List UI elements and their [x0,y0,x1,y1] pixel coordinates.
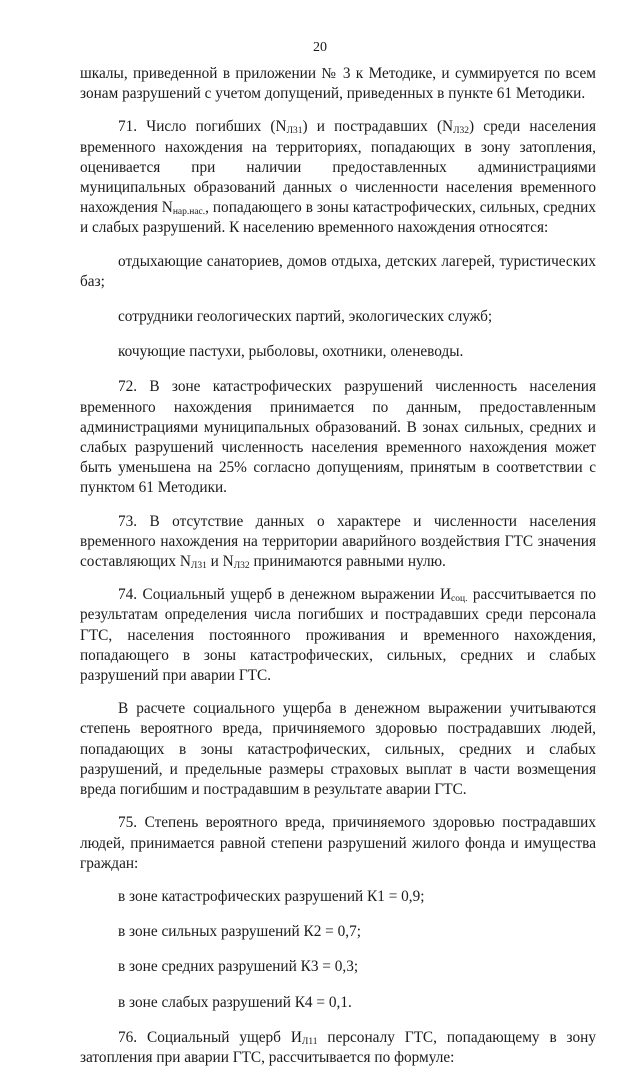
coefficient-k2: в зоне сильных разрушений К2 = 0,7; [118,923,361,941]
list-item-nomads: кочующие пастухи, рыболовы, охотники, оленеводы. [118,343,464,361]
paragraph-75: 75. Степень вероятного вреда, причиняемого здоровью пострадавших людей, принимается равной степени разрушений жилого фонда и имущества граждан: [80,814,596,872]
paragraph-72: 72. В зоне катастрофических разрушений численность населения временного нахождения принимается по данным, предоставленным администрациями муниципальных образований. В зонах сильных, средних и слабых разрушений численность населения временного нахождения может быть уменьшена на 25% согласно допущениям, принятым в соответствии с пунктом 61 Методики. [80,378,596,497]
paragraph-74-continued: В расчете социального ущерба в денежном выражении учитываются степень вероятного вреда, причиняемого здоровью пострадавших людей, попадающих в зоны катастрофических, сильных, средних и слабых разрушений, и предельные размеры страховых выплат в части возмещения вреда погибшим и пострадавшим в результате аварии ГТС. [80,700,596,799]
coefficient-k3: в зоне средних разрушений К3 = 0,3; [118,958,359,976]
page-content [80,64,596,1081]
list-item-vacationers: отдыхающие санаториев, домов отдыха, детских лагерей, туристических баз; [80,252,596,290]
paragraph-73: 73. В отсутствие данных о характере и численности населения временного нахождения на территории аварийного воздействия ГТС значения составляющих $N_{Л31}$ и $N_{Л32}$ принимаются равными нулю. [80,512,596,572]
list-item-geologists: сотрудники геологических партий, экологических служб; [118,308,493,326]
paragraph-76: 76. Социальный ущерб $И_{Л11}$ персоналу ГТС, попадающему в зону затопления при аварии ГТС, рассчитывается по формуле: [80,1028,596,1066]
coefficient-k4: в зоне слабых разрушений К4 = 0,1. [118,993,352,1011]
page-number: 20 [313,40,327,55]
coefficient-k1: в зоне катастрофических разрушений К1 = 0,9; [118,887,425,905]
paragraph-71: 71. Число погибших $(N_{Л31})$ и пострадавших $(N_{Л32})$ среди населения временного нахождения на территориях, попадающих в зону затопления, оценивается при наличии предоставленных администрациями муниципальных образований данных о численности населения временного нахождения $N_{нар.нас.}$, попадающего в зоны катастрофических, сильных, средних и слабых разрушений. К населению временного нахождения относятся: [80,118,596,237]
paragraph-74: 74. Социальный ущерб в денежном выражении $И_{соц.}$ рассчитывается по результатам определения числа погибших и пострадавших среди персонала ГТС, населения постоянного проживания и временного нахождения, попадающего в зоны катастрофических, сильных, средних и слабых разрушений при аварии ГТС. [80,586,596,685]
paragraph-intro: шкалы, приведенной в приложении № 3 к Методике, и суммируется по всем зонам разрушений с учетом допущений, приведенных в пункте 61 Методики. [80,65,596,103]
